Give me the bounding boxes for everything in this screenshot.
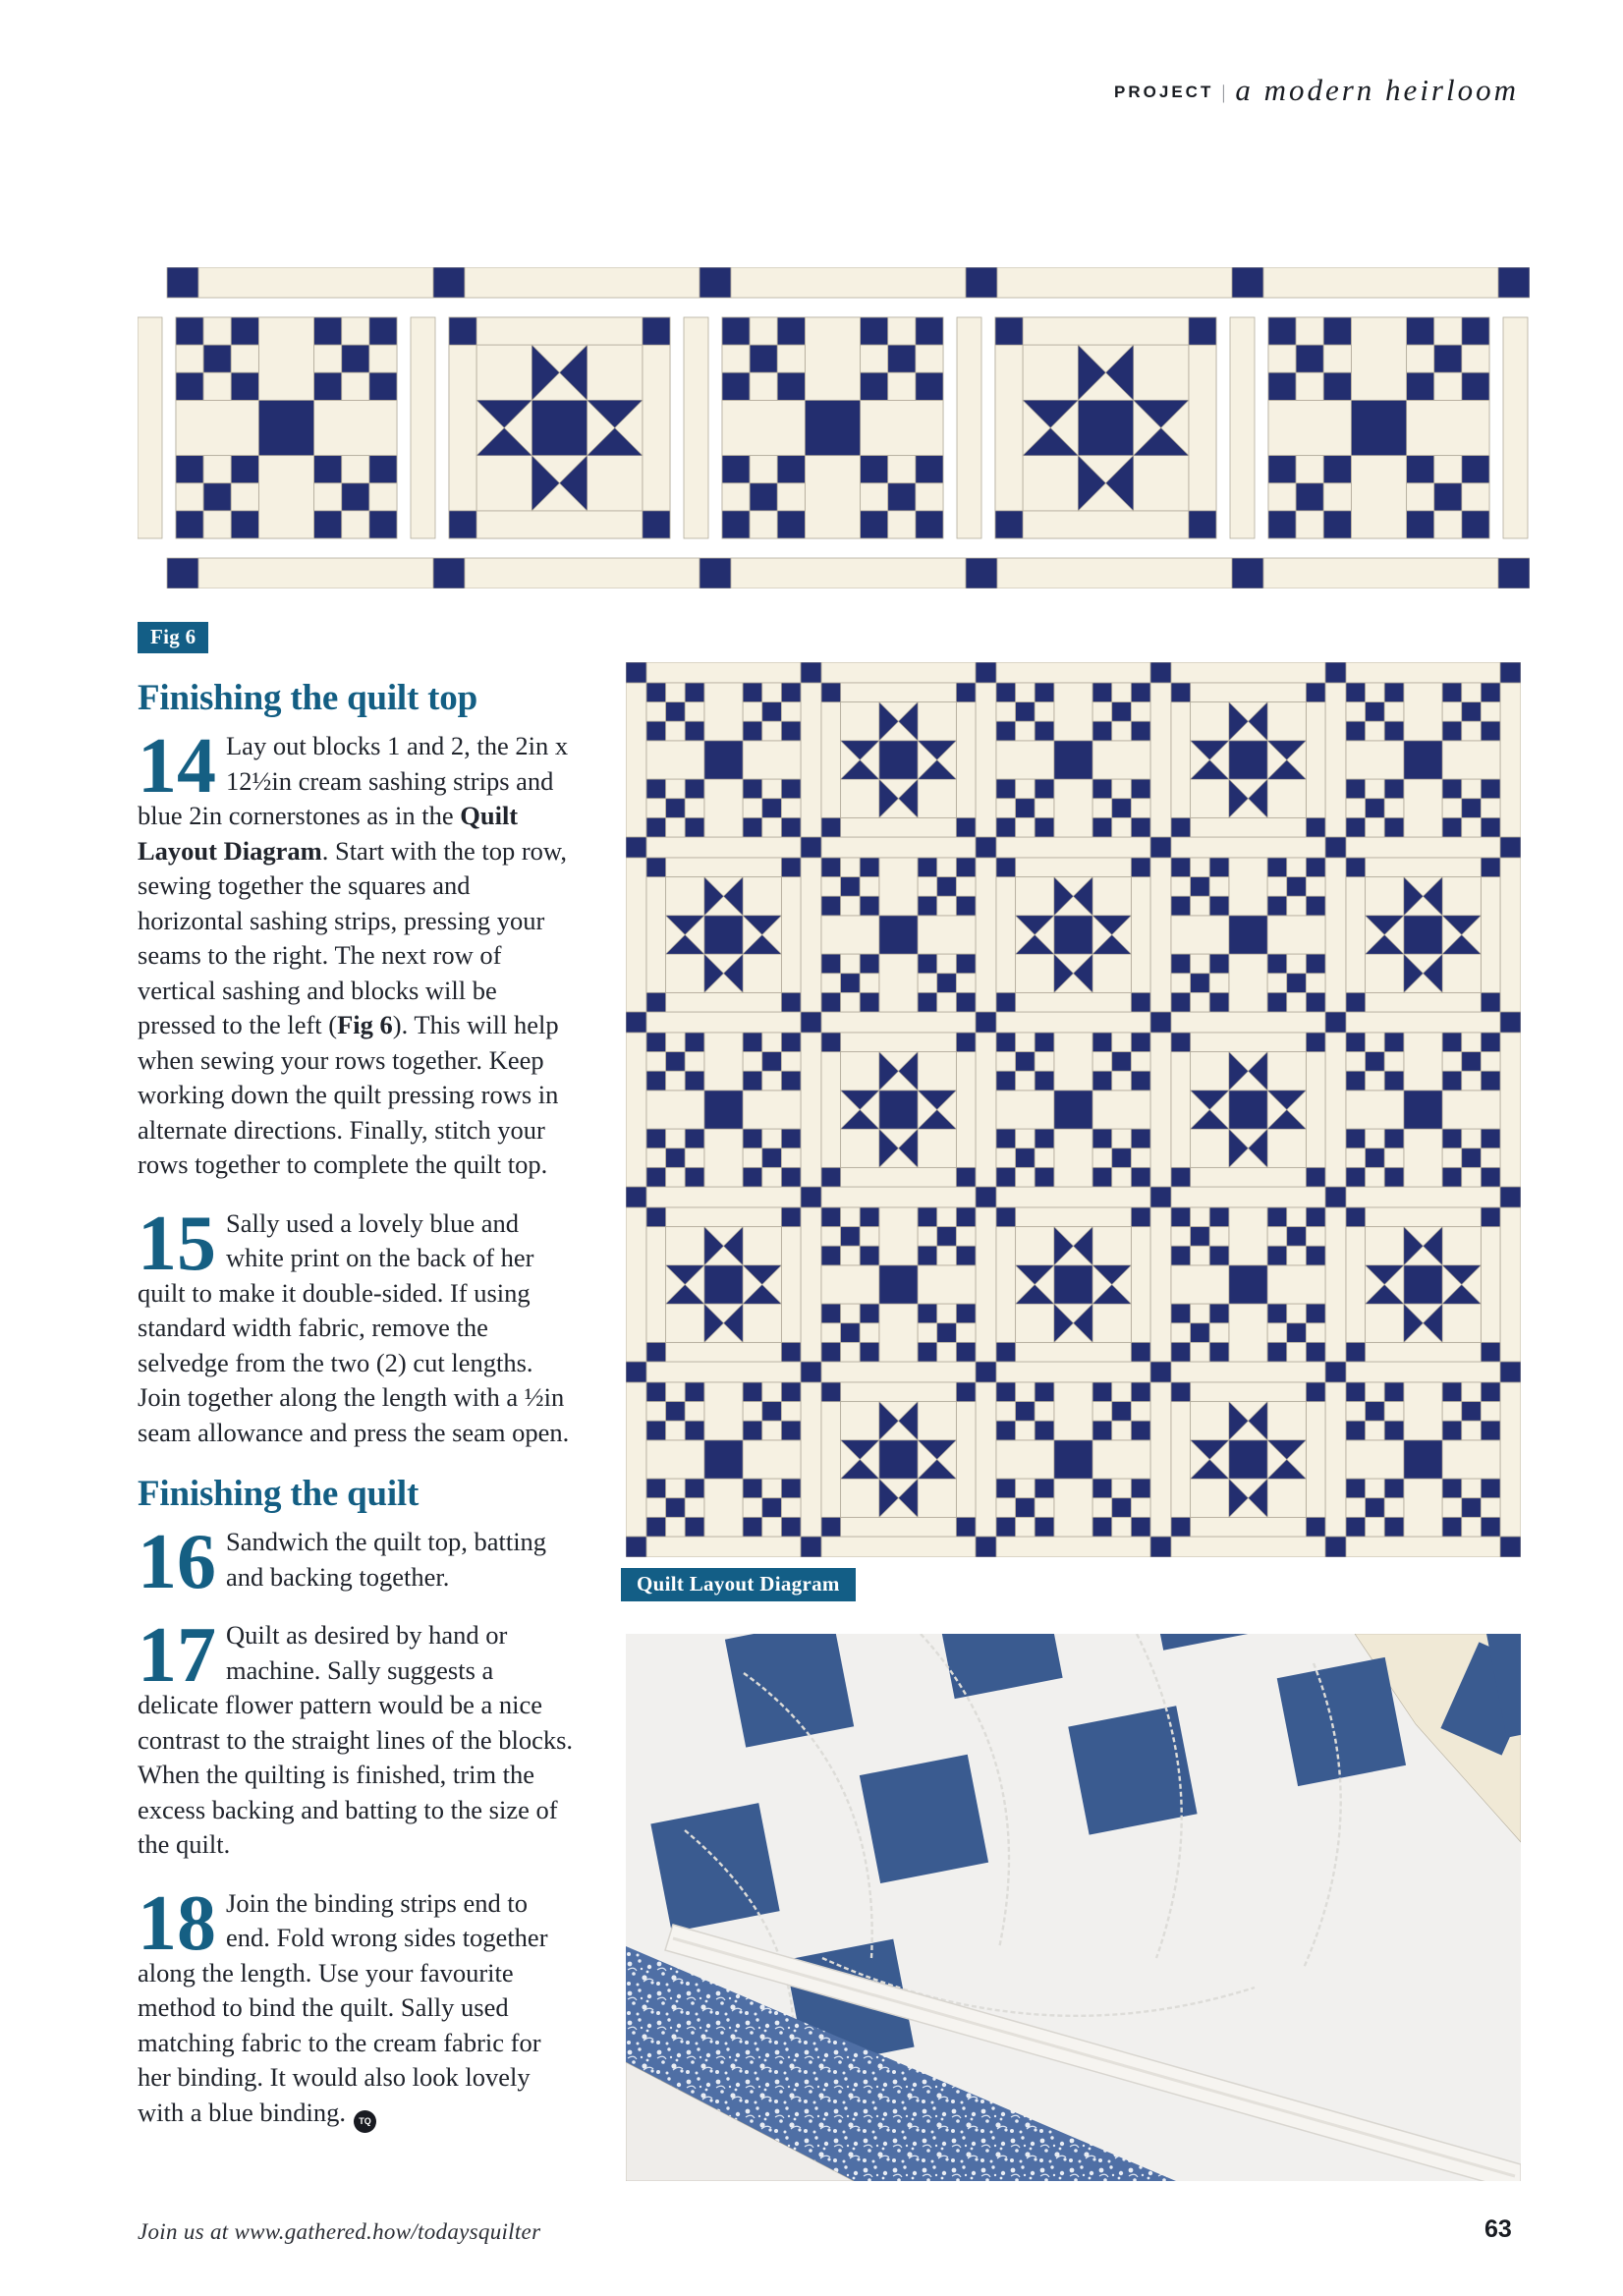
star-block xyxy=(995,317,1216,538)
chain-block xyxy=(646,1033,801,1187)
star-block xyxy=(1171,1033,1325,1187)
step-list-quilt-top xyxy=(138,729,575,1450)
chain-block xyxy=(1268,317,1489,538)
star-block xyxy=(821,683,976,837)
fig6-block-row-diagram xyxy=(138,267,1530,588)
star-block xyxy=(996,858,1150,1012)
step-text-bold: Fig 6 xyxy=(337,1010,393,1039)
footer-join-text: Join us at www.gathered.how/todaysquilter xyxy=(138,2219,541,2244)
step-text: Lay out blocks 1 and 2, the 2in x 12½in cream sashing strips and blue 2in cornerstones as in the xyxy=(138,731,569,830)
star-block xyxy=(449,317,670,538)
chain-block xyxy=(821,1207,976,1362)
step-item xyxy=(138,1206,575,1451)
step-item xyxy=(138,1886,575,2133)
quilt-layout-diagram xyxy=(626,662,1521,1557)
step-text-bold: Quilt Layout Diagram xyxy=(138,801,519,866)
star-block xyxy=(821,1382,976,1537)
page-number: 63 xyxy=(1484,2215,1512,2243)
step-number: 15 xyxy=(138,1205,216,1287)
header-kicker: PROJECT xyxy=(1114,83,1214,101)
header-title: a modern heirloom xyxy=(1235,73,1519,107)
star-block xyxy=(1346,858,1500,1012)
star-block xyxy=(996,1207,1150,1362)
step-text: . Start with the top row, sewing together the squares and horizontal sashing strips, pressing your seams to the right. The next row of vertical sashing and blocks will be pressed to the left ( xyxy=(138,835,567,1039)
chain-block xyxy=(646,683,801,837)
step-item xyxy=(138,1618,575,1863)
horizontal-sashing-strip xyxy=(167,267,1530,298)
step-item xyxy=(138,729,575,1183)
step-number: 18 xyxy=(138,1885,216,1967)
step-number: 14 xyxy=(138,729,216,810)
star-block xyxy=(1346,1207,1500,1362)
star-block xyxy=(646,1207,801,1362)
star-block xyxy=(1171,1382,1325,1537)
step-number: 17 xyxy=(138,1618,216,1699)
chain-block xyxy=(646,1382,801,1537)
step-list-finishing-quilt xyxy=(138,1525,575,2133)
chain-block xyxy=(821,858,976,1012)
end-of-article-mark-icon: TQ xyxy=(354,2110,376,2133)
step-text: ). This will help when sewing your rows together. Keep working down the quilt pressing rows in alternate directions. Finally, stitch your rows together to complete the quilt top. xyxy=(138,1010,559,1179)
step-number: 16 xyxy=(138,1525,216,1595)
step-text: Join the binding strips end to end. Fold wrong sides together along the length. Use your favourite method to bind the quilt. Sally used matching fabric to the cream fabric for her binding. It would also look lovely with a blue binding. xyxy=(138,1887,548,2127)
chain-block xyxy=(176,317,397,538)
article-column xyxy=(138,678,575,2156)
chain-block xyxy=(996,1033,1150,1187)
chain-block xyxy=(1171,858,1325,1012)
step-text: Quilt as desired by hand or machine. Sally suggests a delicate flower pattern would be a nice contrast to the straight lines of the blocks. When the quilting is finished, trim the excess backing and batting to the size of the quilt. xyxy=(138,1620,574,1859)
fig6-label: Fig 6 xyxy=(138,622,208,653)
step-item xyxy=(138,1525,575,1595)
quilt-layout-diagram-label: Quilt Layout Diagram xyxy=(621,1568,856,1601)
star-block xyxy=(821,1033,976,1187)
chain-block xyxy=(1346,1033,1500,1187)
page-header xyxy=(1114,73,1519,108)
chain-block xyxy=(1346,683,1500,837)
chain-block xyxy=(996,683,1150,837)
section-heading-finishing-quilt: Finishing the quilt xyxy=(138,1474,420,1514)
star-block xyxy=(646,858,801,1012)
section-heading-finishing-quilt-top: Finishing the quilt top xyxy=(138,678,477,718)
chain-block xyxy=(996,1382,1150,1537)
horizontal-sashing-strip xyxy=(167,558,1530,588)
step-text: Sandwich the quilt top, batting and backing together. xyxy=(226,1527,547,1592)
step-text: Sally used a lovely blue and white print on the back of her quilt to make it double-sided. If using standard width fabric, remove the selvedge from the two (2) cut lengths. Join together along the length with a ½in seam allowance and press the seam open. xyxy=(138,1207,570,1447)
chain-block xyxy=(1346,1382,1500,1537)
star-block xyxy=(1171,683,1325,837)
header-separator: | xyxy=(1221,82,1226,103)
chain-block xyxy=(1171,1207,1325,1362)
chain-block xyxy=(722,317,943,538)
quilt-photo xyxy=(626,1634,1521,2181)
